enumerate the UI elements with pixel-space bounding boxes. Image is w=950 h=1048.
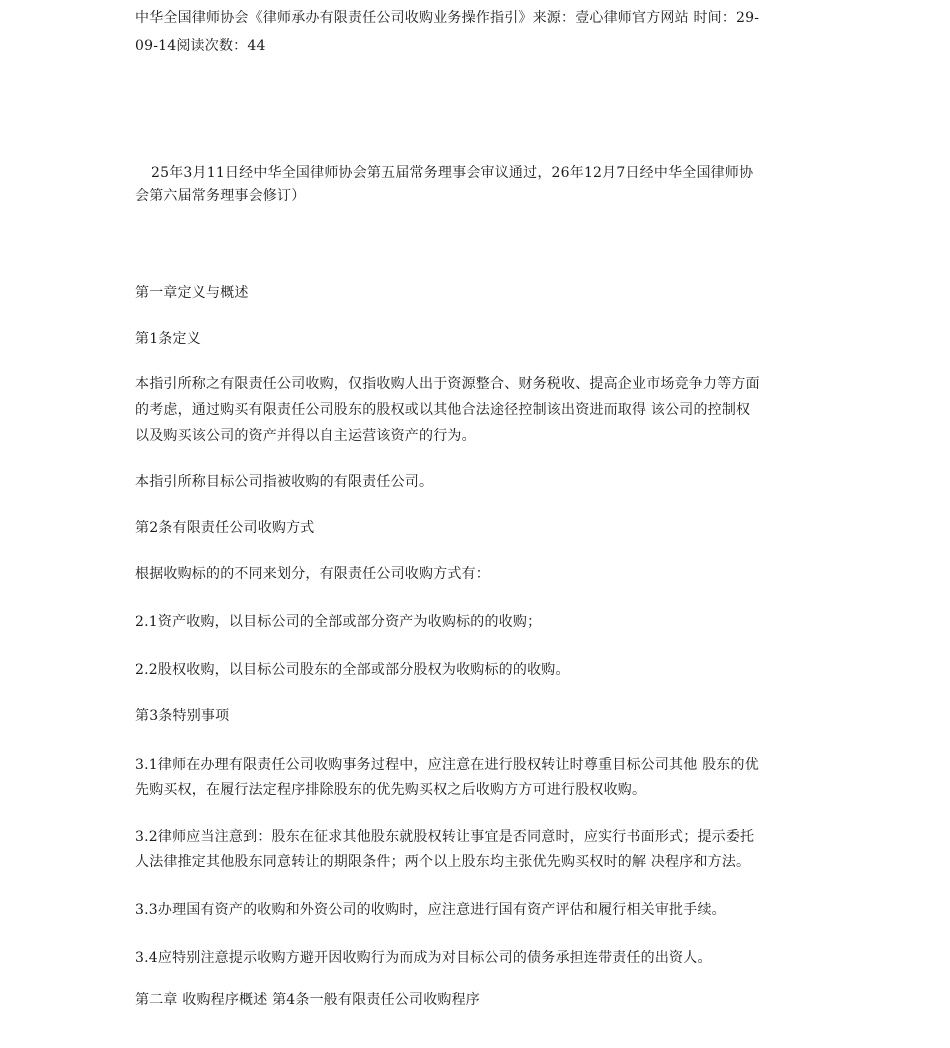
header-line-1: 中华全国律师协会《律师承办有限责任公司收购业务操作指引》来源：壹心律师官方网站 时间：29- (135, 10, 760, 26)
article-1-para-1-line-3: 以及购买该公司的资产并得以自主运营该资产的行为。 (135, 428, 476, 444)
article-1-title: 第1条定义 (135, 331, 201, 347)
chapter-2-heading: 第二章 收购程序概述 第4条一般有限责任公司收购程序 (135, 992, 481, 1008)
article-1-para-2: 本指引所称目标公司指被收购的有限责任公司。 (135, 474, 434, 490)
preamble-line-2: 会第六届常务理事会修订） (135, 188, 306, 204)
article-3-item-1-line-1: 3.1律师在办理有限责任公司收购事务过程中，应注意在进行股权转让时尊重目标公司其他 股东的优 (135, 757, 759, 773)
article-3-item-1-line-2: 先购买权，在履行法定程序排除股东的优先购买权之后收购方方可进行股权收购。 (135, 782, 647, 798)
article-2-intro: 根据收购标的的不同来划分，有限责任公司收购方式有： (135, 566, 490, 582)
article-3-item-2-line-1: 3.2律师应当注意到：股东在征求其他股东就股权转让事宜是否同意时，应实行书面形式；提示委托 (135, 829, 755, 845)
article-2-item-1: 2.1资产收购，以目标公司的全部或部分资产为收购标的的收购； (135, 614, 542, 630)
article-2-title: 第2条有限责任公司收购方式 (135, 520, 315, 536)
article-1-para-1-line-1: 本指引所称之有限责任公司收购，仅指收购人出于资源整合、财务税收、提高企业市场竞争力等方面 (135, 376, 760, 392)
article-3-item-2-line-2: 人法律推定其他股东同意转让的期限条件；两个以上股东均主张优先购买权时的解 决程序和方法。 (135, 854, 751, 870)
article-3-item-4: 3.4应特别注意提示收购方避开因收购行为而成为对目标公司的债务承担连带责任的出资人。 (135, 950, 712, 966)
article-2-item-2: 2.2股权收购，以目标公司股东的全部或部分股权为收购标的的收购。 (135, 662, 570, 678)
article-3-item-3: 3.3办理国有资产的收购和外资公司的收购时，应注意进行国有资产评估和履行相关审批手续。 (135, 902, 726, 918)
chapter-1-heading: 第一章定义与概述 (135, 285, 249, 301)
header-line-2: 09-14阅读次数：44 (135, 38, 266, 54)
article-1-para-1-line-2: 的考虑，通过购买有限责任公司股东的股权或以其他合法途径控制该出资进而取得 该公司的控制权 (135, 402, 751, 418)
article-3-title: 第3条特别事项 (135, 708, 230, 724)
preamble-line-1: 25年3月11日经中华全国律师协会第五届常务理事会审议通过，26年12月7日经中华全国律师协 (151, 165, 754, 181)
